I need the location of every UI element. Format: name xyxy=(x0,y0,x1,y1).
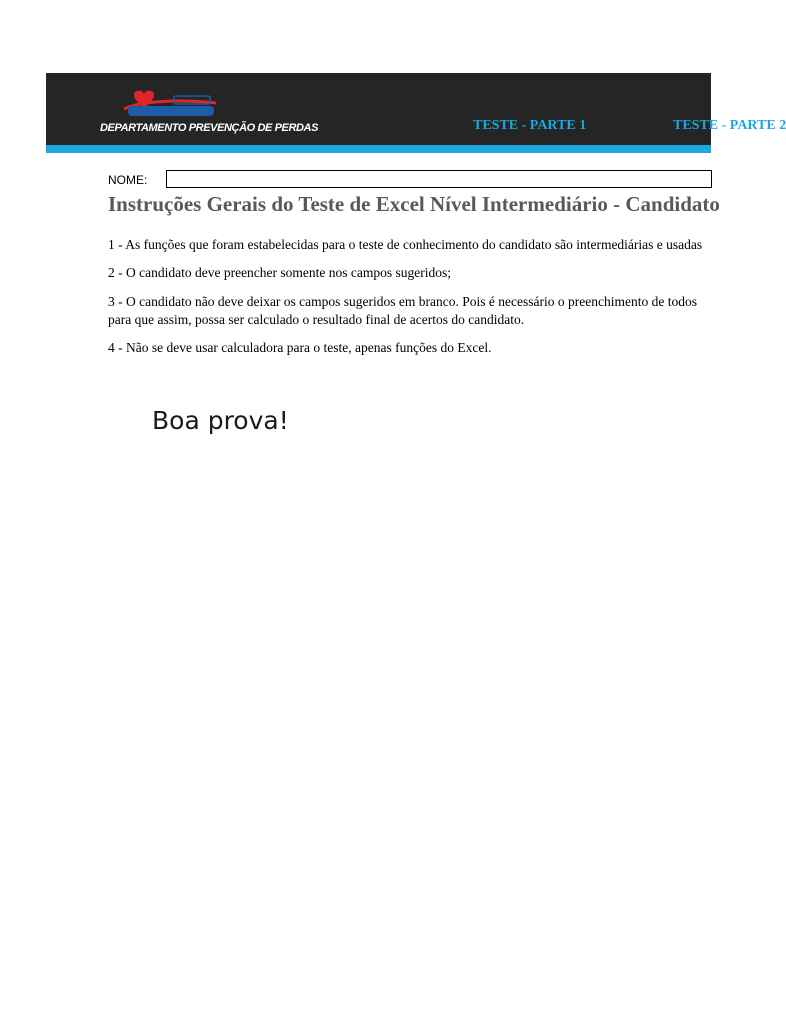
department-label: DEPARTAMENTO PREVENÇÃO DE PERDAS xyxy=(100,122,319,134)
instruction-3-line-1: 3 - O candidato não deve deixar os campos sugeridos em branco. Pois é necessário o preenchimento de todos xyxy=(108,294,697,309)
tab-teste-parte-2[interactable]: TESTE - PARTE 2 xyxy=(673,118,786,133)
page-title: Instruções Gerais do Teste de Excel Nível Intermediário - Candidato xyxy=(108,192,720,216)
instruction-3 xyxy=(108,293,697,329)
instruction-3-line-2: para que assim, possa ser calculado o resultado final de acertos do candidato. xyxy=(108,312,525,327)
instruction-1: 1 - As funções que foram estabelecidas para o teste de conhecimento do candidato são intermediárias e usadas xyxy=(108,237,703,252)
closing-message: Boa prova! xyxy=(152,406,289,435)
name-input[interactable] xyxy=(166,170,712,188)
tab-teste-parte-1[interactable]: TESTE - PARTE 1 xyxy=(473,118,587,133)
instruction-4: 4 - Não se deve usar calculadora para o teste, apenas funções do Excel. xyxy=(108,340,492,355)
spreadsheet-area xyxy=(46,73,786,373)
name-label: NOME: xyxy=(108,173,148,187)
header-banner xyxy=(46,73,786,145)
brand-logo-icon xyxy=(120,87,220,119)
header-accent-stripe xyxy=(46,145,711,153)
instruction-2: 2 - O candidato deve preencher somente nos campos sugeridos; xyxy=(108,265,452,280)
